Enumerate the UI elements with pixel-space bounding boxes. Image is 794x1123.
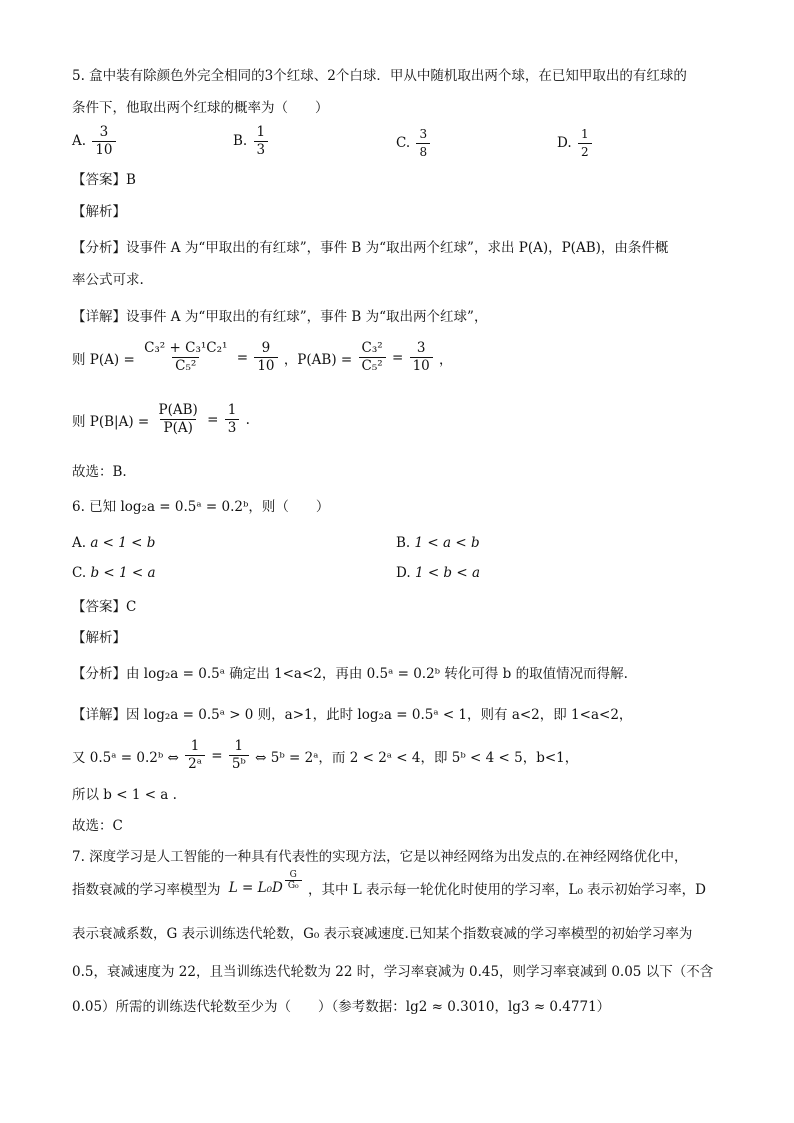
fraction-numerator: C₃² — [361, 340, 383, 356]
q7-text: 指数衰减的学习率模型为 — [72, 882, 221, 898]
q6-equation — [72, 738, 578, 773]
q7-line3: 表示衰减系数，G 表示训练迭代轮数，G₀ 表示衰减速度.已知某个指数衰减的学习率模型的初始学习率为 — [72, 926, 693, 942]
fraction-denominator: C₅² — [359, 357, 386, 375]
option-text: b < 1 < a — [90, 565, 156, 581]
fraction-denominator: P(A) — [160, 419, 195, 437]
option-label: B. — [396, 535, 411, 551]
fraction-denominator: 3 — [225, 419, 240, 437]
option-label: C. — [72, 565, 87, 581]
fraction-denominator: 2ᵃ — [185, 755, 205, 773]
q7-exponent-fraction — [285, 870, 302, 891]
fraction-numerator: 1 — [256, 124, 266, 140]
fraction-numerator: 1 — [234, 738, 244, 754]
equation-text: = — [236, 349, 249, 366]
option-label: A. — [72, 535, 87, 551]
equation-fraction — [141, 340, 230, 375]
equation-text: 则 P(A) = — [72, 351, 135, 368]
q5-option-b — [233, 124, 270, 159]
q5-equation-2 — [72, 402, 250, 437]
q5-fenxi-line2: 率公式可求. — [72, 272, 144, 288]
q6-answer: 【答案】C — [72, 599, 137, 615]
q6-so: 所以 b < 1 < a . — [72, 787, 177, 803]
option-fraction — [92, 124, 115, 159]
equation-fraction — [229, 738, 249, 773]
fraction-numerator: 1 — [580, 127, 589, 141]
q5-equation-1 — [72, 340, 453, 375]
q6-option-a — [72, 535, 155, 551]
fraction-denominator: 5ᵇ — [229, 755, 249, 773]
q6-option-b — [396, 535, 480, 551]
fraction-numerator: 1 — [190, 738, 200, 754]
fraction-denominator: G₀ — [285, 880, 302, 891]
fraction-denominator: 10 — [92, 141, 115, 159]
q6-option-d — [396, 565, 480, 581]
option-label: D. — [557, 135, 572, 151]
equation-text: = — [211, 747, 223, 764]
equation-text: . — [245, 411, 250, 428]
option-label: A. — [72, 133, 87, 149]
q6-fenxi: 【分析】由 log₂a = 0.5ᵃ 确定出 1<a<2，再由 0.5ᵃ = 0.2ᵇ 转化可得 b 的取值情况而得解. — [72, 666, 628, 682]
fraction-denominator: 8 — [416, 143, 430, 161]
equation-fraction — [185, 738, 205, 773]
fraction-denominator: C₅² — [172, 357, 199, 375]
q5-answer: 【答案】B — [72, 172, 136, 188]
q5-stem-line1: 5. 盒中装有除颜色外完全相同的3个红球、2个白球．甲从中随机取出两个球，在已知甲取出的有红球的 — [72, 68, 687, 84]
q5-stem-line2: 条件下，他取出两个红球的概率为（ ） — [72, 100, 329, 116]
equation-fraction — [410, 340, 433, 375]
q5-xiangjie: 【详解】设事件 A 为“甲取出的有红球”，事件 B 为“取出两个红球”， — [72, 309, 488, 325]
q5-fenxi-line1: 【分析】设事件 A 为“甲取出的有红球”，事件 B 为“取出两个红球”，求出 P(A)，P(AB)，由条件概 — [72, 240, 669, 256]
equation-fraction — [254, 340, 277, 375]
equation-text: = — [391, 349, 404, 366]
fraction-numerator: P(AB) — [158, 402, 198, 418]
q5-option-d — [557, 126, 594, 161]
q7-text: ，其中 L 表示每一轮优化时使用的学习率，L₀ 表示初始学习率，D — [307, 882, 707, 898]
q5-option-a — [72, 124, 118, 159]
fraction-numerator: 3 — [416, 340, 426, 356]
q7-line4: 0.5，衰减速度为 22，且当训练迭代轮数为 22 时，学习率衰减为 0.45，则学习率衰减到 0.05 以下（不含 — [72, 964, 714, 980]
equation-text: ， — [439, 351, 453, 368]
q5-choose: 故选：B. — [72, 464, 127, 480]
q6-analysis-title: 【解析】 — [72, 630, 126, 646]
fraction-numerator: G — [289, 870, 297, 880]
option-text: 1 < a < b — [414, 535, 480, 551]
q7-line2 — [72, 870, 707, 898]
q7-line5: 0.05）所需的训练迭代轮数至少为（ ）（参考数据：lg2 ≈ 0.3010，lg3 ≈ 0.4771） — [72, 999, 611, 1015]
q5-option-c — [396, 126, 432, 161]
fraction-denominator: 10 — [254, 357, 277, 375]
equation-fraction — [156, 402, 201, 437]
option-label: C. — [396, 135, 411, 151]
fraction-numerator: 1 — [227, 402, 237, 418]
q6-option-c — [72, 565, 156, 581]
equation-fraction — [359, 340, 386, 375]
option-label: B. — [233, 133, 248, 149]
q6-choose: 故选：C — [72, 818, 123, 834]
equation-text: 则 P(B|A) = — [72, 413, 150, 430]
fraction-denominator: 2 — [578, 143, 592, 161]
equation-text: = — [207, 411, 219, 428]
option-fraction — [254, 124, 269, 159]
option-label: D. — [396, 565, 411, 581]
q7-line1: 7. 深度学习是人工智能的一种具有代表性的实现方法，它是以神经网络为出发点的.在神经网络优化中， — [72, 849, 688, 865]
q7-formula: L = L₀D — [228, 880, 283, 896]
fraction-numerator: 9 — [261, 340, 271, 356]
fraction-numerator: C₃² + C₃¹C₂¹ — [144, 340, 228, 356]
equation-text: ，P(AB) = — [283, 351, 353, 368]
fraction-denominator: 10 — [410, 357, 433, 375]
fraction-numerator: 3 — [419, 127, 428, 141]
fraction-denominator: 3 — [254, 141, 269, 159]
equation-text: 又 0.5ᵃ = 0.2ᵇ ⇔ — [72, 749, 179, 766]
option-fraction — [578, 126, 592, 161]
option-fraction — [416, 126, 430, 161]
q6-xiangjie: 【详解】因 log₂a = 0.5ᵃ > 0 则，a>1，此时 log₂a = 0.5ᵃ < 1，则有 a<2，即 1<a<2， — [72, 707, 633, 723]
fraction-numerator: 3 — [99, 124, 109, 140]
option-text: 1 < b < a — [414, 565, 481, 581]
equation-text: ⇔ 5ᵇ = 2ᵃ，而 2 < 2ᵃ < 4，即 5ᵇ < 4 < 5，b<1， — [255, 749, 579, 766]
option-text: a < 1 < b — [90, 535, 156, 551]
q5-analysis-title: 【解析】 — [72, 204, 126, 220]
q6-stem: 6. 已知 log₂a = 0.5ᵃ = 0.2ᵇ，则（ ） — [72, 499, 330, 515]
equation-fraction — [225, 402, 240, 437]
